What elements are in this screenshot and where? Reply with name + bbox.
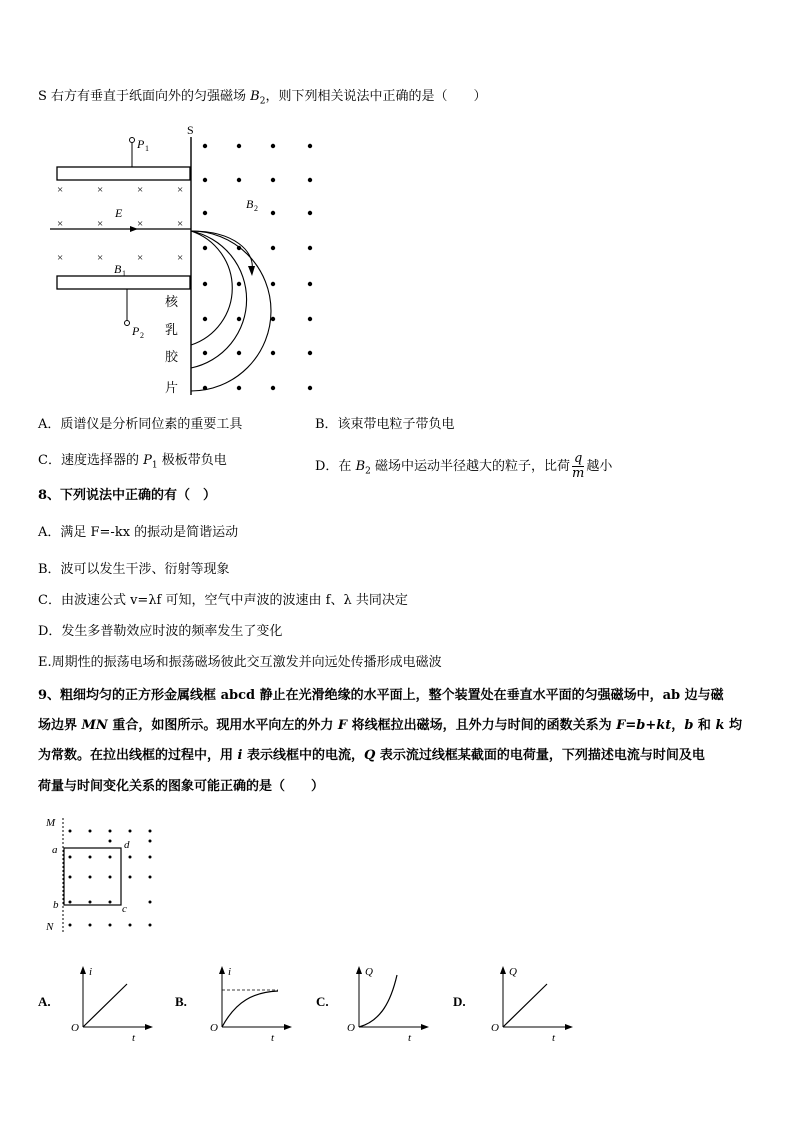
q9-line2-e: 和	[693, 718, 716, 733]
q7-option-d-subscript: 2	[365, 466, 371, 477]
q9-line2-k-const: k	[715, 718, 725, 733]
origin-label: O	[71, 1022, 79, 1034]
svg-text:×: ×	[177, 218, 184, 230]
q9-line3-q: Q	[364, 748, 376, 763]
q7-intro-subscript: 2	[259, 96, 266, 107]
q9-line-4: 荷量与时间变化关系的图象可能正确的是（ ）	[38, 779, 325, 794]
q7-option-c-text-a: C．速度选择器的	[38, 453, 144, 468]
q8-option-d: D．发生多普勒效应时波的频率发生了变化	[38, 624, 283, 639]
svg-text:b: b	[53, 899, 59, 911]
svg-text:×: ×	[137, 218, 144, 230]
x-axis-arrow	[421, 1024, 429, 1030]
q9-line2-mn: MN	[81, 718, 108, 733]
q9-line2-c: 将线框拉出磁场，且外力与时间的函数关系为	[347, 718, 617, 733]
svg-text:×: ×	[57, 184, 64, 196]
svg-text:P: P	[132, 324, 140, 338]
x-axis-arrow	[565, 1024, 573, 1030]
y-axis-label: Q	[509, 966, 517, 978]
svg-text:×: ×	[137, 252, 144, 264]
q8-stem: 8、下列说法中正确的有（ ）	[38, 488, 217, 503]
q8-option-b: B．波可以发生干涉、衍射等现象	[38, 562, 230, 577]
fraction-denominator: m	[572, 466, 585, 481]
y-axis-arrow	[80, 966, 86, 974]
svg-text:乳: 乳	[165, 322, 179, 337]
graph-curve	[503, 984, 547, 1027]
q9-line3-b: 表示线框中的电流，	[242, 748, 365, 763]
q7-option-c-text-b: 极板带负电	[157, 453, 227, 468]
q8-option-c: C．由波速公式 v=λf 可知，空气中声波的波速由 f、λ 共同决定	[38, 593, 408, 608]
q7-option-d-text-b: 磁场中运动半径越大的粒子，比荷	[370, 459, 570, 474]
q9-line-1: 9、粗细均匀的正方形金属线框 abcd 静止在光滑绝缘的水平面上，整个装置处在垂直水平面的匀强磁场中，ab 边与磁	[38, 688, 724, 703]
svg-text:S: S	[187, 123, 194, 137]
svg-text:×: ×	[177, 184, 184, 196]
q8-option-a: A．满足 F=-kx 的振动是简谐运动	[38, 525, 239, 540]
y-axis-arrow	[219, 966, 225, 974]
svg-text:d: d	[124, 839, 130, 851]
q7-option-d-symbol: B	[355, 459, 366, 474]
svg-text:a: a	[52, 844, 58, 856]
x-axis-label: t	[271, 1032, 275, 1044]
q9-line2-b-const: b	[684, 718, 694, 733]
svg-text:2: 2	[254, 204, 258, 213]
svg-text:M: M	[46, 817, 56, 829]
x-axis-arrow	[145, 1024, 153, 1030]
svg-text:×: ×	[97, 252, 104, 264]
q9-line3-i: i	[237, 748, 243, 763]
svg-text:E: E	[115, 206, 123, 220]
graph-option-label: D.	[453, 994, 466, 1009]
svg-text:×: ×	[57, 218, 64, 230]
graph-option-label: C.	[316, 994, 329, 1009]
q7-intro-text-b: ，则下列相关说法中正确的是（ ）	[265, 89, 487, 104]
x-axis-label: t	[552, 1032, 556, 1044]
q8-option-e: E.周期性的振荡电场和振荡磁场彼此交互激发并向远处传播形成电磁波	[38, 655, 442, 670]
svg-text:×: ×	[97, 218, 104, 230]
q7-option-d-text-c: 越小	[586, 459, 613, 474]
svg-text:N: N	[46, 921, 54, 933]
svg-text:2: 2	[140, 331, 144, 340]
graph-option-label: A.	[38, 994, 51, 1009]
svg-text:B: B	[246, 197, 254, 211]
q9-line2-a: 场边界	[38, 718, 82, 733]
x-axis-label: t	[408, 1032, 412, 1044]
svg-text:片: 片	[165, 380, 179, 395]
y-axis-arrow	[500, 966, 506, 974]
svg-text:×: ×	[177, 252, 184, 264]
q9-line2-f: F	[337, 718, 348, 733]
q7-option-b: B．该束带电粒子带负电	[315, 417, 455, 432]
graph-option-label: B.	[175, 994, 187, 1009]
y-axis-arrow	[356, 966, 362, 974]
graph-curve	[83, 984, 127, 1027]
svg-text:P: P	[137, 137, 145, 151]
origin-label: O	[491, 1022, 499, 1034]
svg-text:×: ×	[97, 184, 104, 196]
q7-option-c-symbol: P	[143, 453, 152, 468]
svg-text:胶: 胶	[165, 349, 179, 364]
graph-curve	[359, 975, 397, 1027]
origin-label: O	[210, 1022, 218, 1034]
q7-option-a: A．质谱仪是分析同位素的重要工具	[38, 417, 243, 432]
graph-curve	[222, 991, 278, 1027]
q7-option-d-text-a: D．在	[315, 459, 356, 474]
q7-option-c-subscript: 1	[151, 460, 158, 471]
q9-line3-a: 为常数。在拉出线框的过程中，用	[38, 748, 238, 763]
q9-line2-b: 重合，如图所示。现用水平向左的外力	[107, 718, 338, 733]
q9-line2-f-end: 均	[724, 718, 743, 733]
svg-text:×: ×	[57, 252, 64, 264]
fraction-numerator: q	[574, 451, 583, 466]
svg-text:核: 核	[165, 294, 179, 309]
svg-text:B: B	[114, 262, 122, 276]
origin-label: O	[347, 1022, 355, 1034]
svg-text:1: 1	[145, 144, 149, 153]
x-axis-arrow	[284, 1024, 292, 1030]
svg-text:c: c	[122, 903, 127, 915]
svg-text:1: 1	[122, 269, 126, 278]
q7-intro-symbol: B	[250, 89, 260, 104]
y-axis-label: Q	[365, 966, 373, 978]
q9-line2-equation: F=b+kt	[616, 718, 672, 733]
q7-intro-text-a: S 右方有垂直于纸面向外的匀强磁场	[38, 89, 251, 104]
q9-line2-d: ，	[671, 718, 685, 733]
x-axis-label: t	[132, 1032, 136, 1044]
q9-line3-c: 表示流过线框某截面的电荷量，下列描述电流与时间及电	[375, 748, 705, 763]
y-axis-label: i	[89, 966, 93, 978]
svg-text:×: ×	[137, 184, 144, 196]
y-axis-label: i	[228, 966, 232, 978]
